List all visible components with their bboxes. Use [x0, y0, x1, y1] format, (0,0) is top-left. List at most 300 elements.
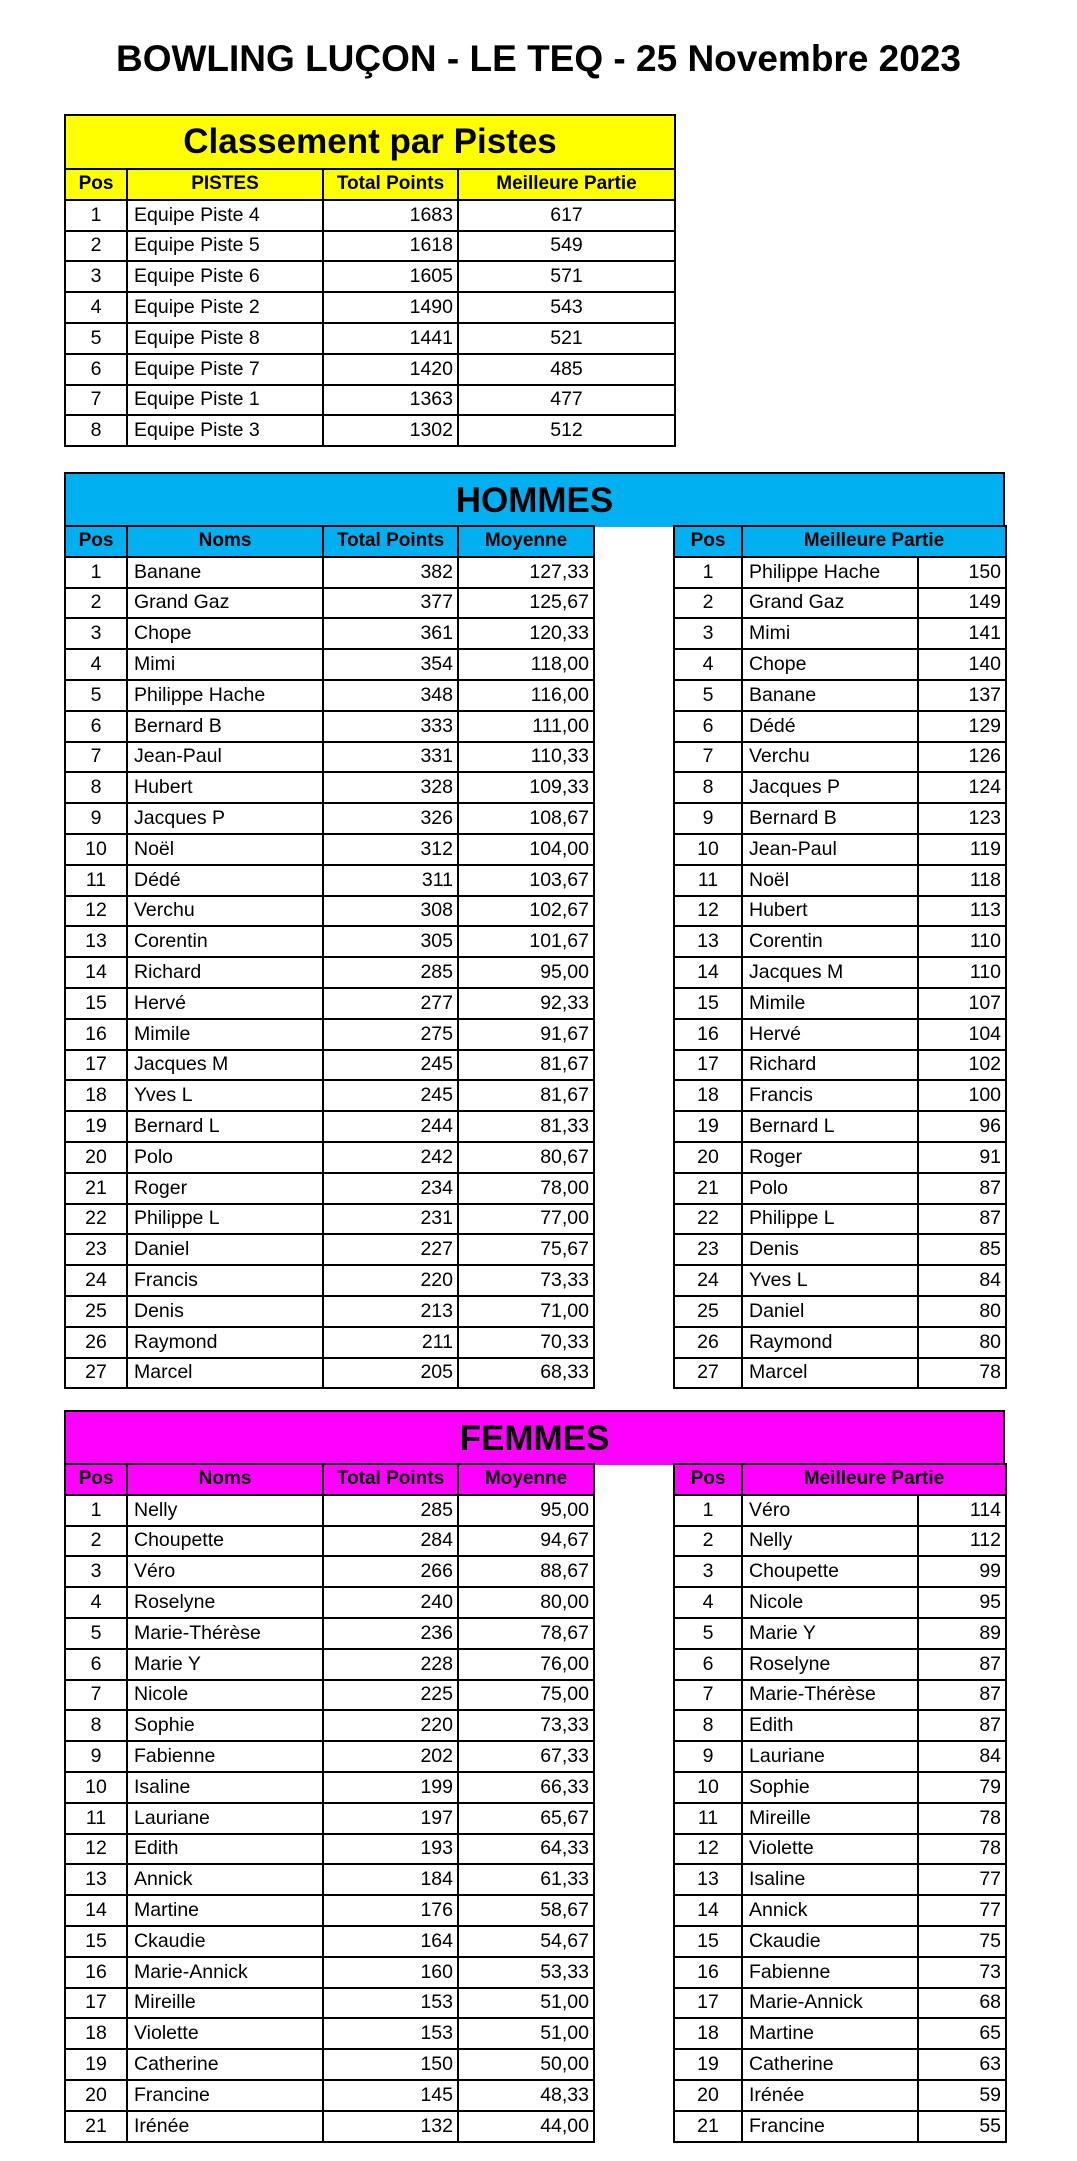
femmes-ranking-table [64, 1463, 595, 2143]
col-header: Moyenne [458, 1464, 594, 1495]
average-cell: 67,33 [458, 1741, 594, 1772]
pos-cell: 5 [65, 1618, 127, 1649]
best-game-cell: 77 [918, 1864, 1006, 1895]
col-header: Noms [127, 1464, 323, 1495]
table-row [674, 1265, 1006, 1296]
total-points-cell: 308 [323, 896, 458, 927]
name-cell: Denis [742, 1234, 918, 1265]
best-game-cell: 119 [918, 834, 1006, 865]
table-row [65, 1772, 594, 1803]
table-row [674, 1926, 1006, 1957]
pos-cell: 9 [65, 1741, 127, 1772]
average-cell: 101,67 [458, 926, 594, 957]
total-points-cell: 153 [323, 1988, 458, 2019]
table-row [65, 1803, 594, 1834]
pos-cell: 2 [65, 231, 127, 262]
table-row [65, 680, 594, 711]
best-game-cell: 149 [918, 588, 1006, 619]
pos-cell: 26 [674, 1327, 742, 1358]
average-cell: 127,33 [458, 557, 594, 588]
best-game-cell: 80 [918, 1327, 1006, 1358]
pos-cell: 20 [674, 1142, 742, 1173]
name-cell: Annick [742, 1895, 918, 1926]
pos-cell: 7 [65, 385, 127, 416]
name-cell: Chope [742, 649, 918, 680]
pos-cell: 27 [674, 1358, 742, 1389]
pos-cell: 5 [674, 680, 742, 711]
best-game-cell: 68 [918, 1988, 1006, 2019]
pos-cell: 1 [65, 200, 127, 231]
total-points-cell: 1441 [323, 323, 458, 354]
table-row [674, 1204, 1006, 1235]
name-cell: Raymond [127, 1327, 323, 1358]
best-game-cell: 80 [918, 1296, 1006, 1327]
pos-cell: 9 [65, 803, 127, 834]
best-game-cell: 77 [918, 1895, 1006, 1926]
name-cell: Roger [742, 1142, 918, 1173]
pos-cell: 14 [65, 1895, 127, 1926]
table-row [65, 1358, 594, 1389]
average-cell: 70,33 [458, 1327, 594, 1358]
best-game-cell: 87 [918, 1204, 1006, 1235]
table-row [674, 1142, 1006, 1173]
name-cell: Yves L [742, 1265, 918, 1296]
name-cell: Véro [742, 1495, 918, 1526]
pos-cell: 20 [674, 2080, 742, 2111]
pos-cell: 15 [65, 988, 127, 1019]
name-cell: Ckaudie [127, 1926, 323, 1957]
table-row [674, 1050, 1006, 1081]
name-cell: Jacques P [742, 772, 918, 803]
pos-cell: 3 [674, 618, 742, 649]
pos-cell: 20 [65, 2080, 127, 2111]
col-header: Pos [65, 1464, 127, 1495]
pos-cell: 12 [65, 1834, 127, 1865]
best-game-cell: 543 [458, 292, 675, 323]
name-cell: Lauriane [127, 1803, 323, 1834]
name-cell: Véro [127, 1556, 323, 1587]
name-cell: Hubert [127, 772, 323, 803]
table-row [65, 803, 594, 834]
table-row [65, 988, 594, 1019]
best-game-cell: 110 [918, 926, 1006, 957]
total-points-cell: 227 [323, 1234, 458, 1265]
name-cell: Marie-Annick [742, 1988, 918, 2019]
pos-cell: 4 [65, 1587, 127, 1618]
col-header: Total Points [323, 526, 458, 557]
best-game-cell: 75 [918, 1926, 1006, 1957]
average-cell: 48,33 [458, 2080, 594, 2111]
total-points-cell: 333 [323, 711, 458, 742]
best-game-cell: 140 [918, 649, 1006, 680]
table-row [674, 803, 1006, 834]
table-row [674, 649, 1006, 680]
average-cell: 103,67 [458, 865, 594, 896]
best-game-cell: 137 [918, 680, 1006, 711]
total-points-cell: 193 [323, 1834, 458, 1865]
best-game-cell: 571 [458, 261, 675, 292]
table-row [674, 1803, 1006, 1834]
total-points-cell: 202 [323, 1741, 458, 1772]
name-cell: Denis [127, 1296, 323, 1327]
average-cell: 125,67 [458, 588, 594, 619]
pos-cell: 3 [65, 618, 127, 649]
table-row [65, 834, 594, 865]
table-row [674, 1834, 1006, 1865]
name-cell: Philippe Hache [742, 557, 918, 588]
piste-name-cell: Equipe Piste 2 [127, 292, 323, 323]
table-row [674, 926, 1006, 957]
table-row [65, 1234, 594, 1265]
name-cell: Verchu [127, 896, 323, 927]
best-game-cell: 89 [918, 1618, 1006, 1649]
best-game-cell: 549 [458, 231, 675, 262]
total-points-cell: 244 [323, 1111, 458, 1142]
best-game-cell: 485 [458, 354, 675, 385]
table-row [674, 680, 1006, 711]
pos-cell: 7 [674, 742, 742, 773]
pos-cell: 24 [65, 1265, 127, 1296]
col-header: Pos [674, 526, 742, 557]
pos-cell: 16 [65, 1019, 127, 1050]
best-game-cell: 84 [918, 1741, 1006, 1772]
best-game-cell: 512 [458, 415, 675, 446]
table-row [65, 1142, 594, 1173]
pos-cell: 9 [674, 1741, 742, 1772]
average-cell: 58,67 [458, 1895, 594, 1926]
name-cell: Isaline [742, 1864, 918, 1895]
pos-cell: 17 [65, 1988, 127, 2019]
pos-cell: 25 [674, 1296, 742, 1327]
average-cell: 78,00 [458, 1173, 594, 1204]
col-header: Total Points [323, 169, 458, 200]
table-row [674, 1234, 1006, 1265]
best-game-cell: 79 [918, 1772, 1006, 1803]
best-game-cell: 102 [918, 1050, 1006, 1081]
name-cell: Catherine [742, 2049, 918, 2080]
pos-cell: 9 [674, 803, 742, 834]
best-game-cell: 123 [918, 803, 1006, 834]
average-cell: 51,00 [458, 1988, 594, 2019]
average-cell: 110,33 [458, 742, 594, 773]
pos-cell: 15 [65, 1926, 127, 1957]
best-game-cell: 78 [918, 1803, 1006, 1834]
total-points-cell: 176 [323, 1895, 458, 1926]
average-cell: 61,33 [458, 1864, 594, 1895]
total-points-cell: 285 [323, 1495, 458, 1526]
pos-cell: 8 [65, 415, 127, 446]
table-row [65, 1327, 594, 1358]
pos-cell: 6 [674, 711, 742, 742]
pos-cell: 19 [674, 2049, 742, 2080]
table-row [65, 1173, 594, 1204]
pos-cell: 10 [65, 1772, 127, 1803]
pos-cell: 8 [674, 1710, 742, 1741]
pos-cell: 11 [674, 1803, 742, 1834]
table-row [674, 1772, 1006, 1803]
total-points-cell: 1618 [323, 231, 458, 262]
pos-cell: 18 [65, 1080, 127, 1111]
name-cell: Edith [127, 1834, 323, 1865]
name-cell: Nicole [127, 1680, 323, 1711]
pos-cell: 12 [674, 1834, 742, 1865]
pos-cell: 3 [65, 261, 127, 292]
best-game-cell: 477 [458, 385, 675, 416]
pos-cell: 17 [674, 1050, 742, 1081]
pos-cell: 4 [65, 649, 127, 680]
best-game-cell: 129 [918, 711, 1006, 742]
table-row [674, 1495, 1006, 1526]
average-cell: 94,67 [458, 1526, 594, 1557]
pos-cell: 12 [674, 896, 742, 927]
name-cell: Marcel [127, 1358, 323, 1389]
name-cell: Sophie [742, 1772, 918, 1803]
name-cell: Jacques M [127, 1050, 323, 1081]
average-cell: 91,67 [458, 1019, 594, 1050]
name-cell: Bernard B [742, 803, 918, 834]
average-cell: 95,00 [458, 957, 594, 988]
name-cell: Verchu [742, 742, 918, 773]
piste-name-cell: Equipe Piste 4 [127, 200, 323, 231]
total-points-cell: 377 [323, 588, 458, 619]
average-cell: 118,00 [458, 649, 594, 680]
name-cell: Bernard L [742, 1111, 918, 1142]
col-header: Pos [65, 526, 127, 557]
table-row [65, 957, 594, 988]
pos-cell: 24 [674, 1265, 742, 1296]
table-row [674, 1019, 1006, 1050]
piste-name-cell: Equipe Piste 6 [127, 261, 323, 292]
table-row [65, 2018, 594, 2049]
table-row [65, 1649, 594, 1680]
name-cell: Hubert [742, 896, 918, 927]
average-cell: 81,67 [458, 1050, 594, 1081]
name-cell: Corentin [127, 926, 323, 957]
total-points-cell: 348 [323, 680, 458, 711]
best-game-cell: 107 [918, 988, 1006, 1019]
pos-cell: 10 [65, 834, 127, 865]
total-points-cell: 234 [323, 1173, 458, 1204]
name-cell: Chope [127, 618, 323, 649]
table-row [65, 231, 675, 262]
table-row [65, 1204, 594, 1235]
name-cell: Daniel [127, 1234, 323, 1265]
average-cell: 92,33 [458, 988, 594, 1019]
total-points-cell: 354 [323, 649, 458, 680]
table-row [674, 1173, 1006, 1204]
pos-cell: 13 [674, 1864, 742, 1895]
name-cell: Irénée [127, 2111, 323, 2142]
table-row [674, 2111, 1006, 2142]
pos-cell: 21 [65, 2111, 127, 2142]
pos-cell: 3 [674, 1556, 742, 1587]
average-cell: 65,67 [458, 1803, 594, 1834]
name-cell: Choupette [127, 1526, 323, 1557]
col-header: Total Points [323, 1464, 458, 1495]
col-header: Meilleure Partie [742, 526, 1006, 557]
femmes-header-row [65, 1464, 594, 1495]
piste-name-cell: Equipe Piste 7 [127, 354, 323, 385]
total-points-cell: 1420 [323, 354, 458, 385]
total-points-cell: 245 [323, 1050, 458, 1081]
name-cell: Yves L [127, 1080, 323, 1111]
name-cell: Mireille [742, 1803, 918, 1834]
table-row [65, 1556, 594, 1587]
total-points-cell: 228 [323, 1649, 458, 1680]
pos-cell: 16 [674, 1957, 742, 1988]
pos-cell: 6 [65, 354, 127, 385]
table-row [674, 1957, 1006, 1988]
pos-cell: 6 [65, 1649, 127, 1680]
name-cell: Bernard B [127, 711, 323, 742]
pos-cell: 21 [65, 1173, 127, 1204]
table-row [674, 618, 1006, 649]
total-points-cell: 285 [323, 957, 458, 988]
name-cell: Dédé [127, 865, 323, 896]
name-cell: Bernard L [127, 1111, 323, 1142]
name-cell: Mimile [127, 1019, 323, 1050]
table-row [65, 1864, 594, 1895]
name-cell: Richard [742, 1050, 918, 1081]
table-row [674, 1358, 1006, 1389]
average-cell: 81,33 [458, 1111, 594, 1142]
hommes-best-game-table [673, 525, 1007, 1389]
name-cell: Philippe L [742, 1204, 918, 1235]
name-cell: Philippe Hache [127, 680, 323, 711]
name-cell: Marie Y [127, 1649, 323, 1680]
pos-cell: 1 [674, 1495, 742, 1526]
table-row [674, 1741, 1006, 1772]
total-points-cell: 1605 [323, 261, 458, 292]
table-row [65, 896, 594, 927]
average-cell: 75,00 [458, 1680, 594, 1711]
total-points-cell: 231 [323, 1204, 458, 1235]
pos-cell: 1 [65, 1495, 127, 1526]
hommes-best-header-row [674, 526, 1006, 557]
piste-name-cell: Equipe Piste 3 [127, 415, 323, 446]
name-cell: Raymond [742, 1327, 918, 1358]
col-header: Meilleure Partie [458, 169, 675, 200]
best-game-cell: 141 [918, 618, 1006, 649]
average-cell: 73,33 [458, 1265, 594, 1296]
name-cell: Choupette [742, 1556, 918, 1587]
pos-cell: 18 [65, 2018, 127, 2049]
average-cell: 80,00 [458, 1587, 594, 1618]
best-game-cell: 112 [918, 1526, 1006, 1557]
total-points-cell: 245 [323, 1080, 458, 1111]
best-game-cell: 114 [918, 1495, 1006, 1526]
table-row [65, 385, 675, 416]
femmes-best-game-table [673, 1463, 1007, 2143]
best-game-cell: 73 [918, 1957, 1006, 1988]
table-row [65, 742, 594, 773]
average-cell: 81,67 [458, 1080, 594, 1111]
total-points-cell: 1363 [323, 385, 458, 416]
table-row [674, 957, 1006, 988]
total-points-cell: 164 [323, 1926, 458, 1957]
pistes-table [64, 114, 676, 447]
pos-cell: 21 [674, 2111, 742, 2142]
name-cell: Jacques M [742, 957, 918, 988]
name-cell: Ckaudie [742, 1926, 918, 1957]
average-cell: 116,00 [458, 680, 594, 711]
total-points-cell: 153 [323, 2018, 458, 2049]
average-cell: 104,00 [458, 834, 594, 865]
average-cell: 73,33 [458, 1710, 594, 1741]
name-cell: Banane [127, 557, 323, 588]
total-points-cell: 312 [323, 834, 458, 865]
name-cell: Dédé [742, 711, 918, 742]
average-cell: 102,67 [458, 896, 594, 927]
best-game-cell: 96 [918, 1111, 1006, 1142]
table-row [674, 1649, 1006, 1680]
name-cell: Edith [742, 1710, 918, 1741]
table-row [674, 2080, 1006, 2111]
total-points-cell: 205 [323, 1358, 458, 1389]
table-row [674, 1080, 1006, 1111]
table-row [65, 1111, 594, 1142]
name-cell: Marie-Thérèse [742, 1680, 918, 1711]
name-cell: Polo [742, 1173, 918, 1204]
pos-cell: 17 [65, 1050, 127, 1081]
pos-cell: 14 [674, 1895, 742, 1926]
name-cell: Isaline [127, 1772, 323, 1803]
best-game-cell: 113 [918, 896, 1006, 927]
col-header: Moyenne [458, 526, 594, 557]
best-game-cell: 87 [918, 1680, 1006, 1711]
table-row [674, 834, 1006, 865]
col-header: Meilleure Partie [742, 1464, 1006, 1495]
table-row [674, 1864, 1006, 1895]
total-points-cell: 240 [323, 1587, 458, 1618]
name-cell: Nelly [742, 1526, 918, 1557]
name-cell: Richard [127, 957, 323, 988]
pos-cell: 11 [65, 865, 127, 896]
table-row [674, 588, 1006, 619]
table-row [674, 896, 1006, 927]
average-cell: 68,33 [458, 1358, 594, 1389]
name-cell: Violette [742, 1834, 918, 1865]
pos-cell: 19 [65, 2049, 127, 2080]
table-row [65, 1895, 594, 1926]
col-header: Pos [65, 169, 127, 200]
total-points-cell: 328 [323, 772, 458, 803]
table-row [65, 1080, 594, 1111]
average-cell: 78,67 [458, 1618, 594, 1649]
table-row [674, 711, 1006, 742]
hommes-header-row [65, 526, 594, 557]
table-row [674, 1111, 1006, 1142]
average-cell: 64,33 [458, 1834, 594, 1865]
table-row [674, 1296, 1006, 1327]
pos-cell: 2 [65, 588, 127, 619]
col-header: Noms [127, 526, 323, 557]
total-points-cell: 1683 [323, 200, 458, 231]
average-cell: 95,00 [458, 1495, 594, 1526]
piste-name-cell: Equipe Piste 8 [127, 323, 323, 354]
pistes-header-row [65, 169, 675, 200]
total-points-cell: 382 [323, 557, 458, 588]
name-cell: Hervé [742, 1019, 918, 1050]
name-cell: Francis [127, 1265, 323, 1296]
total-points-cell: 1302 [323, 415, 458, 446]
table-row [65, 1680, 594, 1711]
pos-cell: 19 [674, 1111, 742, 1142]
name-cell: Lauriane [742, 1741, 918, 1772]
name-cell: Nicole [742, 1587, 918, 1618]
name-cell: Marie-Annick [127, 1957, 323, 1988]
femmes-best-header-row [674, 1464, 1006, 1495]
